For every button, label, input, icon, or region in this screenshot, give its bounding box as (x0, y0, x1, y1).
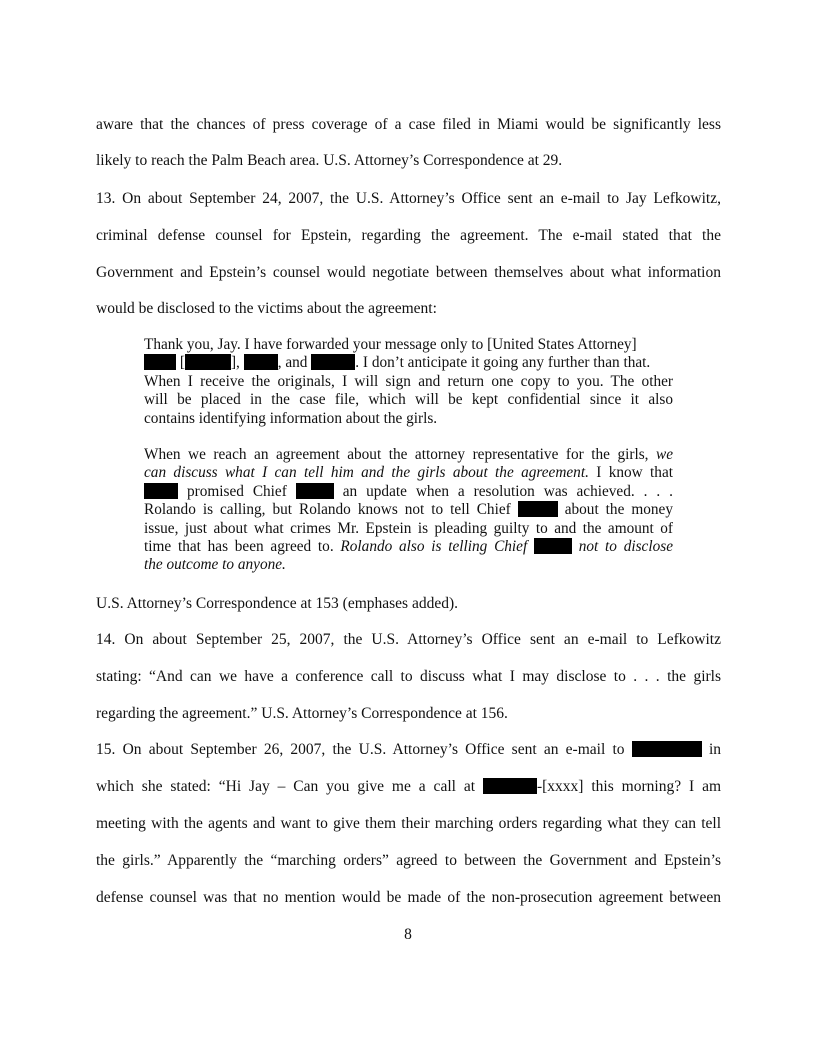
redaction-bar (518, 501, 558, 517)
redaction-bar (483, 778, 537, 794)
quote-emphasis: can discuss what I can tell him and the girls about the agreement. (144, 464, 589, 482)
quote-line: When I receive the originals, I will sign and return one copy to you. The other (144, 372, 673, 390)
quote-text: ], (230, 354, 240, 372)
paragraph-14-line: regarding the agreement.” U.S. Attorney’s Correspondence at 156. (96, 705, 508, 722)
citation: U.S. Attorney’s Correspondence at 153 (emphases added). (96, 595, 459, 612)
redaction-bar (144, 483, 178, 499)
quote-text: . I don’t anticipate it going any further than that. (355, 354, 651, 372)
block-quote-paragraph-2 (144, 446, 673, 575)
body-text: which she stated: “Hi Jay – Can you give me a call at (96, 778, 476, 795)
redaction-bar (311, 354, 355, 370)
quote-text: Rolando is calling, but Rolando knows not to tell Chief (144, 501, 511, 519)
quote-text: an update when a resolution was achieved. . . . (342, 482, 673, 500)
paragraph-13-line: criminal defense counsel for Epstein, regarding the agreement. The e-mail stated that the (96, 227, 721, 244)
redaction-bar (632, 741, 702, 757)
paragraph-15-line: defense counsel was that no mention would be made of the non-prosecution agreement between (96, 889, 721, 906)
quote-emphasis: the outcome to anyone. (144, 556, 286, 574)
paragraph-15-line: meeting with the agents and want to give them their marching orders regarding what they can tell (96, 815, 721, 832)
quote-emphasis: Rolando also is telling Chief (340, 538, 528, 556)
quote-text: [ (179, 354, 185, 372)
body-text: 15. On about September 26, 2007, the U.S. Attorney’s Office sent an e-mail to (96, 741, 625, 758)
quote-line (144, 501, 673, 519)
quote-text: promised Chief (186, 482, 287, 500)
block-quote-paragraph-1 (144, 336, 673, 428)
redaction-bar (244, 354, 278, 370)
quote-text: When we reach an agreement about the attorney representative for the girls, (144, 446, 649, 463)
quote-line: issue, just about what crimes Mr. Epstein is pleading guilty to and the amount of (144, 519, 673, 537)
body-text-line: aware that the chances of press coverage of a case filed in Miami would be significantly less (96, 116, 721, 133)
redaction-bar (185, 354, 231, 370)
paragraph-15-line (96, 741, 721, 759)
paragraph-14-line: stating: “And can we have a conference call to discuss what I may disclose to . . . the girls (96, 668, 721, 685)
quote-line: contains identifying information about the girls. (144, 409, 438, 427)
quote-line: Thank you, Jay. I have forwarded your message only to [United States Attorney] (144, 336, 637, 353)
quote-line (144, 464, 673, 482)
quote-line (144, 483, 673, 501)
quote-line (144, 556, 673, 574)
quote-emphasis: not to disclose (578, 538, 673, 556)
quote-line (144, 538, 673, 556)
paragraph-15-line: the girls.” Apparently the “marching orders” agreed to between the Government and Epstein’s (96, 852, 721, 869)
quote-emphasis: we (656, 446, 673, 463)
paragraph-13-line: 13. On about September 24, 2007, the U.S. Attorney’s Office sent an e-mail to Jay Lefkowitz, (96, 190, 721, 207)
paragraph-15-line (96, 778, 721, 796)
body-text-line: likely to reach the Palm Beach area. U.S. Attorney’s Correspondence at 29. (96, 152, 563, 169)
body-text: in (708, 741, 721, 758)
quote-text: about the money (564, 501, 673, 519)
paragraph-14-line: 14. On about September 25, 2007, the U.S. Attorney’s Office sent an e-mail to Lefkowitz (96, 631, 721, 648)
quote-text: I know that (596, 464, 673, 482)
quote-line (144, 446, 673, 464)
redaction-bar (534, 538, 572, 554)
quote-text: time that has been agreed to. (144, 538, 334, 556)
body-text: -[xxxx] this morning? I am (536, 778, 722, 795)
quote-line (144, 354, 673, 372)
paragraph-13-line: would be disclosed to the victims about the agreement: (96, 300, 437, 317)
quote-line: will be placed in the case file, which will be kept confidential since it also (144, 391, 673, 409)
page-number: 8 (404, 926, 412, 943)
redaction-bar (144, 354, 176, 370)
paragraph-13-line: Government and Epstein’s counsel would negotiate between themselves about what information (96, 264, 721, 281)
quote-text: , and (277, 354, 308, 372)
redaction-bar (296, 483, 334, 499)
